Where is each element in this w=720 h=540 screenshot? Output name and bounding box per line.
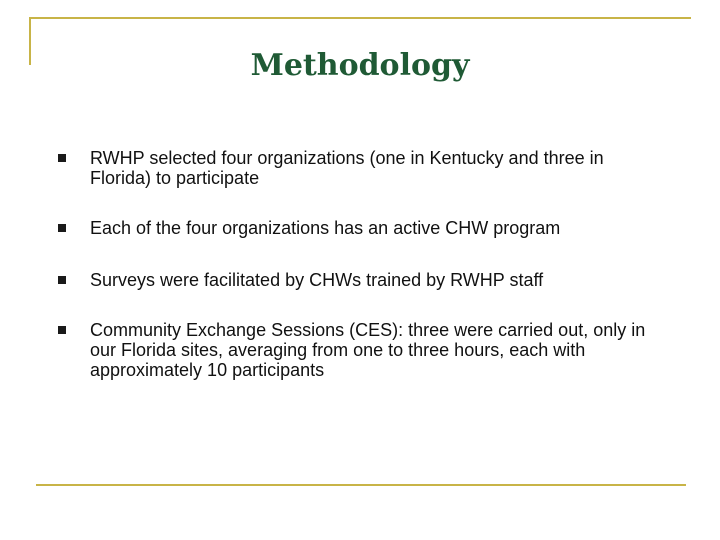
bullet-text: Each of the four organizations has an active CHW program: [90, 218, 561, 238]
square-bullet-icon: [58, 276, 66, 284]
bullet-item: [58, 320, 658, 380]
slide-title: [0, 48, 720, 83]
bullet-text: RWHP selected four organizations (one in Kentucky and three in Florida) to participate: [90, 148, 604, 188]
frame-top-line: [29, 17, 691, 19]
square-bullet-icon: [58, 224, 66, 232]
square-bullet-icon: [58, 326, 66, 334]
frame-bottom-line: [36, 484, 686, 486]
bullet-item: [58, 148, 658, 188]
bullet-text: Surveys were facilitated by CHWs trained by RWHP staff: [90, 270, 544, 290]
slide-title-text: Methodology: [250, 48, 470, 83]
square-bullet-icon: [58, 154, 66, 162]
bullet-item: [58, 270, 658, 290]
bullet-text: Community Exchange Sessions (CES): three were carried out, only in our Florida sites, averaging from one to three hours, each with approximately 10 participants: [90, 320, 646, 380]
bullet-item: [58, 218, 658, 238]
bullet-list: [58, 148, 658, 380]
